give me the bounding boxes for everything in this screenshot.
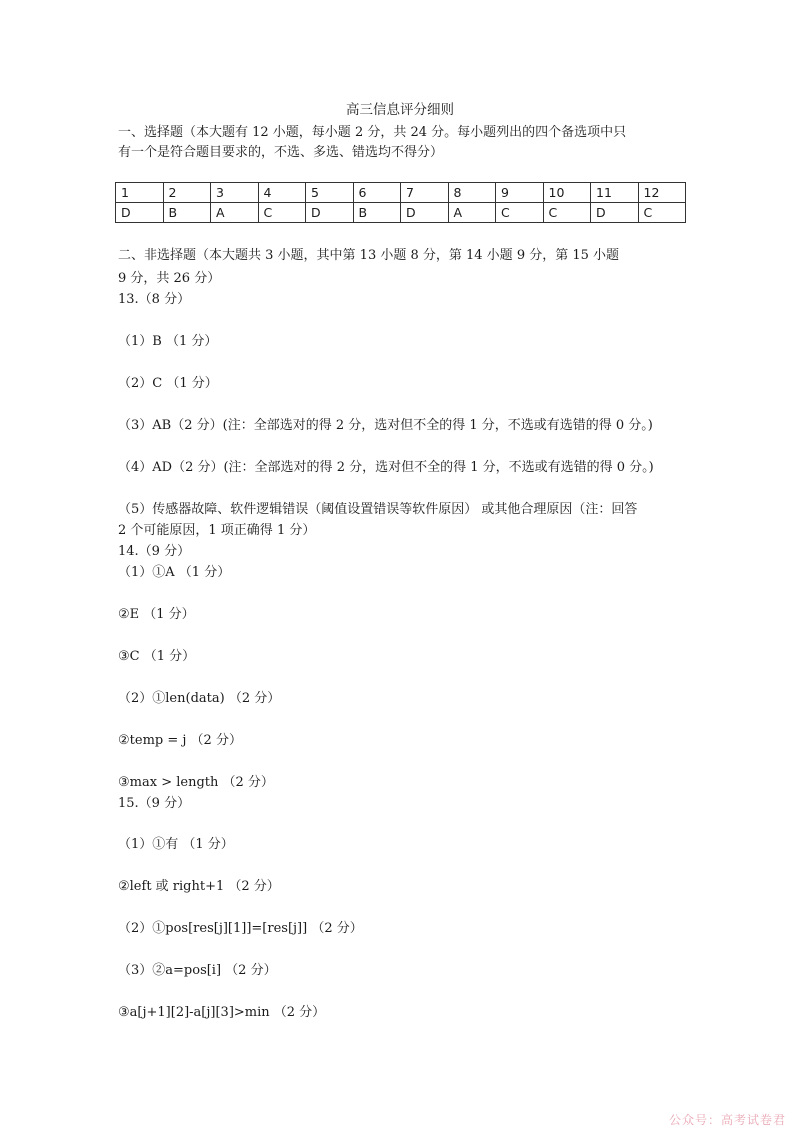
question-number-cell: 12: [638, 183, 686, 203]
page-title: 高三信息评分细则: [346, 102, 454, 118]
answer-line: ③C （1 分）: [118, 649, 196, 664]
answer-line: ②left 或 right+1 （2 分）: [118, 879, 280, 894]
question-number-cell: 4: [258, 183, 306, 203]
section1-heading-line1: 一、选择题（本大题有 12 小题，每小题 2 分，共 24 分。每小题列出的四个备选项中只: [118, 125, 627, 140]
question-14-heading: 14.（9 分）: [118, 544, 191, 559]
answer-line: （2）①pos[res[j][1]]=[res[j]] （2 分）: [118, 921, 363, 936]
question-number-row: [116, 183, 686, 203]
question-number-cell: 3: [211, 183, 259, 203]
answer-line: （1）①有 （1 分）: [118, 837, 234, 852]
answer-cell: C: [543, 203, 591, 223]
answer-line: ②E （1 分）: [118, 607, 195, 622]
section2-heading-line1: 二、非选择题（本大题共 3 小题，其中第 13 小题 8 分，第 14 小题 9 分，第 15 小题: [118, 248, 620, 263]
answer-line: ③a[j+1][2]-a[j][3]>min （2 分）: [118, 1005, 326, 1020]
answer-cell: B: [163, 203, 211, 223]
answer-cell: D: [591, 203, 639, 223]
answer-line: （1）①A （1 分）: [118, 565, 231, 580]
question-number-cell: 10: [543, 183, 591, 203]
question-number-cell: 9: [496, 183, 544, 203]
answer-cell: A: [211, 203, 259, 223]
answer-line: 2 个可能原因，1 项正确得 1 分）: [118, 523, 316, 538]
question-15-heading: 15.（9 分）: [118, 796, 191, 811]
answer-line: （3）②a=pos[i] （2 分）: [118, 963, 277, 978]
question-number-cell: 5: [306, 183, 354, 203]
answer-line: （2）C （1 分）: [118, 376, 218, 391]
question-number-cell: 2: [163, 183, 211, 203]
answer-line: ②temp = j （2 分）: [118, 733, 242, 748]
question-number-cell: 8: [448, 183, 496, 203]
answer-row: [116, 203, 686, 223]
answer-cell: C: [258, 203, 306, 223]
answer-cell: D: [116, 203, 164, 223]
question-number-cell: 11: [591, 183, 639, 203]
answer-line: （3）AB（2 分）(注：全部选对的得 2 分，选对但不全的得 1 分，不选或有选错的得 0 分。): [118, 418, 653, 433]
question-number-cell: 7: [401, 183, 449, 203]
answer-cell: C: [496, 203, 544, 223]
answer-cell: C: [638, 203, 686, 223]
answer-cell: B: [353, 203, 401, 223]
answer-cell: D: [306, 203, 354, 223]
section2-heading-line2: 9 分，共 26 分）: [118, 271, 221, 286]
answer-line: （4）AD（2 分）(注：全部选对的得 2 分，选对但不全的得 1 分，不选或有选错的得 0 分。): [118, 460, 654, 475]
answer-table: [115, 182, 686, 223]
question-number-cell: 6: [353, 183, 401, 203]
answer-cell: A: [448, 203, 496, 223]
question-13-heading: 13.（8 分）: [118, 292, 191, 307]
answer-line: （5）传感器故障、软件逻辑错误（阈值设置错误等软件原因） 或其他合理原因（注：回答: [118, 502, 638, 517]
answer-cell: D: [401, 203, 449, 223]
answer-line: （1）B （1 分）: [118, 334, 218, 349]
answer-line: ③max > length （2 分）: [118, 775, 274, 790]
question-number-cell: 1: [116, 183, 164, 203]
watermark-text: 公众号：高考试卷君: [668, 1113, 786, 1127]
answer-line: （2）①len(data) （2 分）: [118, 691, 281, 706]
section1-heading-line2: 有一个是符合题目要求的，不选、多选、错选均不得分）: [118, 145, 444, 160]
